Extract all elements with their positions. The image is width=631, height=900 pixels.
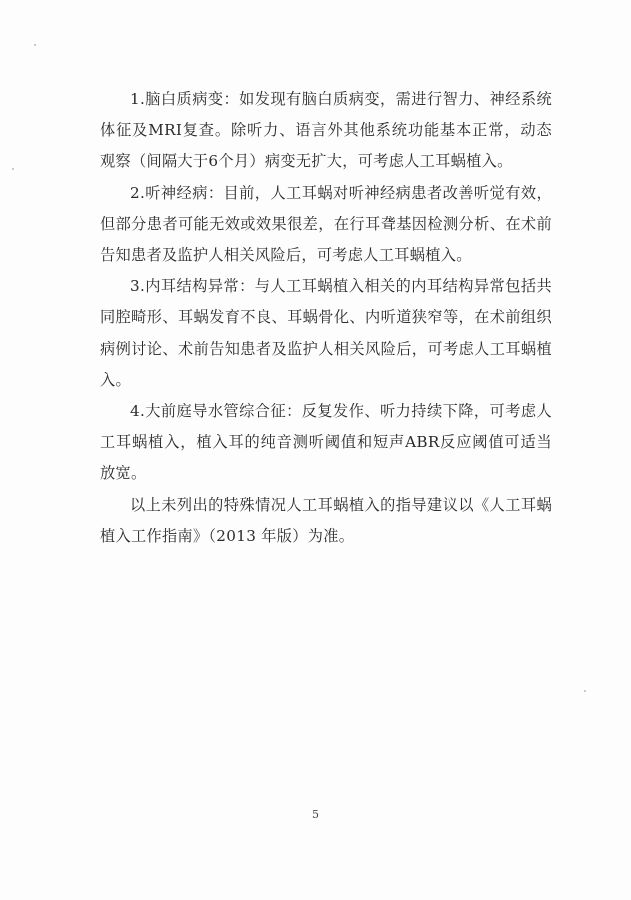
paragraph-inner-ear-malformation: 3.内耳结构异常：与人工耳蜗植入相关的内耳结构异常包括共同腔畸形、耳蜗发育不良、耳蜗骨化、内听道狭窄等，在术前组织病例讨论、术前告知患者及监护人相关风险后，可考虑人工耳蜗植入。 [100,277,552,389]
paragraph-white-matter-lesion: 1.脑白质病变：如发现有脑白质病变，需进行智力、神经系统体征及MRI复查。除听力、语言外其他系统功能基本正常，动态观察（间隔大于6个月）病变无扩大，可考虑人工耳蜗植入。 [100,90,552,171]
page-number: 5 [312,808,319,821]
scan-speck [34,44,36,46]
paragraph-auditory-neuropathy: 2.听神经病：目前，人工耳蜗对听神经病患者改善听觉有效，但部分患者可能无效或效果很差，在行耳聋基因检测分析、在术前告知患者及监护人相关风险后，可考虑人工耳蜗植入。 [100,183,552,265]
paragraph-large-vestibular-aqueduct: 4.大前庭导水管综合征：反复发作、听力持续下降，可考虑人工耳蜗植入，植入耳的纯音测听阈值和短声ABR反应阈值可适当放宽。 [100,402,552,483]
scan-speck [584,690,586,692]
scan-speck [12,168,14,170]
paragraph-closing-note: 以上未列出的特殊情况人工耳蜗植入的指导建议以《人工耳蜗植入工作指南》（2013 年版）为准。 [100,495,552,545]
document-body [100,84,552,552]
